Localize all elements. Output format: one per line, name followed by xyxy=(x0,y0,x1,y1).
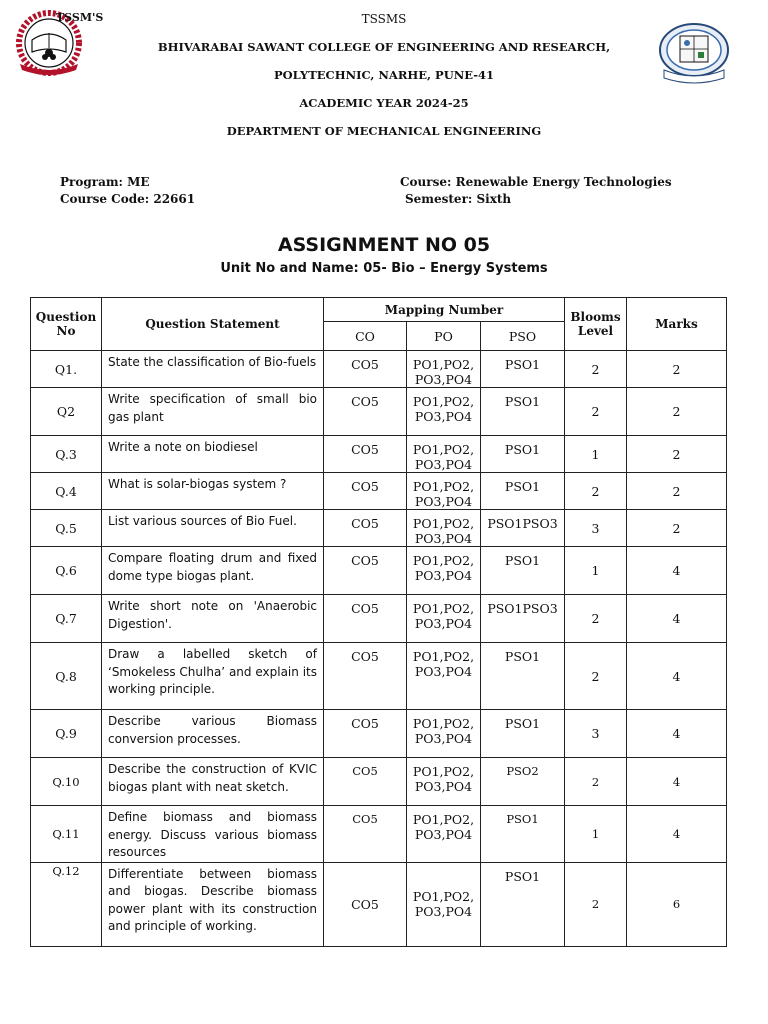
table-row xyxy=(31,643,727,710)
pso-value: PSO1 xyxy=(481,862,565,946)
marks-value: 4 xyxy=(627,806,727,863)
po-value: PO1,PO2, PO3,PO4 xyxy=(407,758,481,806)
blooms-level: 2 xyxy=(565,473,627,510)
table-row xyxy=(31,436,727,473)
blooms-level: 3 xyxy=(565,510,627,547)
question-statement: Write specification of small bio gas plant xyxy=(102,388,324,436)
table-row xyxy=(31,351,727,388)
table-row xyxy=(31,473,727,510)
po-value: PO1,PO2, PO3,PO4 xyxy=(407,388,481,436)
marks-value: 6 xyxy=(627,862,727,946)
pso-value: PSO1PSO3 xyxy=(481,595,565,643)
co-value: CO5 xyxy=(324,595,407,643)
po-value: PO1,PO2, PO3,PO4 xyxy=(407,595,481,643)
question-statement: Draw a labelled sketch of ‘Smokeless Chulha’ and explain its working principle. xyxy=(102,643,324,710)
co-value: CO5 xyxy=(324,388,407,436)
blooms-level: 2 xyxy=(565,758,627,806)
header-blooms: Blooms Level xyxy=(565,298,627,351)
academic-year: ACADEMIC YEAR 2024-25 xyxy=(299,96,469,110)
table-row xyxy=(31,595,727,643)
pso-value: PSO1 xyxy=(481,806,565,863)
pso-value: PSO1 xyxy=(481,710,565,758)
pso-value: PSO1 xyxy=(481,436,565,473)
question-statement: State the classification of Bio-fuels xyxy=(102,351,324,388)
course-code: Course Code: 22661 xyxy=(60,192,196,206)
po-value: PO1,PO2, PO3,PO4 xyxy=(407,710,481,758)
co-value: CO5 xyxy=(324,758,407,806)
question-statement: What is solar-biogas system ? xyxy=(102,473,324,510)
blooms-level: 2 xyxy=(565,595,627,643)
co-value: CO5 xyxy=(324,351,407,388)
course-info xyxy=(400,174,672,208)
po-value: PO1,PO2, PO3,PO4 xyxy=(407,547,481,595)
question-statement: List various sources of Bio Fuel. xyxy=(102,510,324,547)
po-value: PO1,PO2, PO3,PO4 xyxy=(407,436,481,473)
table-row xyxy=(31,862,727,946)
unit-name: Unit No and Name: 05- Bio – Energy Systems xyxy=(220,261,548,276)
college-name: BHIVARABAI SAWANT COLLEGE OF ENGINEERING AND RESEARCH, xyxy=(157,40,611,54)
marks-value: 2 xyxy=(627,510,727,547)
po-value: PO1,PO2, PO3,PO4 xyxy=(407,862,481,946)
question-statement: Differentiate between biomass and biogas. Describe biomass power plant with its construction and principle of working. xyxy=(102,862,324,946)
question-statement: Define biomass and biomass energy. Discuss various biomass resources xyxy=(102,806,324,863)
table-row xyxy=(31,806,727,863)
table-row xyxy=(31,758,727,806)
marks-value: 2 xyxy=(627,388,727,436)
logo-left-label: TSSM'S xyxy=(56,11,104,24)
table-row xyxy=(31,510,727,547)
question-number: Q.12 xyxy=(31,862,102,946)
program-info xyxy=(60,174,195,208)
pso-value: PSO1 xyxy=(481,473,565,510)
co-value: CO5 xyxy=(324,710,407,758)
po-value: PO1,PO2, PO3,PO4 xyxy=(407,643,481,710)
co-value: CO5 xyxy=(324,473,407,510)
co-value: CO5 xyxy=(324,862,407,946)
table-row xyxy=(31,547,727,595)
po-value: PO1,PO2, PO3,PO4 xyxy=(407,806,481,863)
header-co: CO xyxy=(324,322,407,351)
question-number: Q.7 xyxy=(31,595,102,643)
question-number: Q.3 xyxy=(31,436,102,473)
table-body xyxy=(31,351,727,947)
table-row xyxy=(31,388,727,436)
header-question-no: Question No xyxy=(31,298,102,351)
question-number: Q2 xyxy=(31,388,102,436)
blooms-level: 2 xyxy=(565,351,627,388)
org-name: TSSMS xyxy=(361,12,407,26)
pso-value: PSO1 xyxy=(481,643,565,710)
pso-value: PSO2 xyxy=(481,758,565,806)
po-value: PO1,PO2, PO3,PO4 xyxy=(407,510,481,547)
pso-value: PSO1PSO3 xyxy=(481,510,565,547)
marks-value: 2 xyxy=(627,351,727,388)
blooms-level: 1 xyxy=(565,547,627,595)
table-header-row xyxy=(31,298,727,322)
question-number: Q1. xyxy=(31,351,102,388)
question-number: Q.8 xyxy=(31,643,102,710)
question-number: Q.10 xyxy=(31,758,102,806)
marks-value: 4 xyxy=(627,643,727,710)
table-row xyxy=(31,710,727,758)
co-value: CO5 xyxy=(324,436,407,473)
pso-value: PSO1 xyxy=(481,547,565,595)
blooms-level: 2 xyxy=(565,388,627,436)
question-number: Q.9 xyxy=(31,710,102,758)
blooms-level: 1 xyxy=(565,806,627,863)
marks-value: 4 xyxy=(627,595,727,643)
question-number: Q.11 xyxy=(31,806,102,863)
pso-value: PSO1 xyxy=(481,388,565,436)
header-pso: PSO xyxy=(481,322,565,351)
po-value: PO1,PO2, PO3,PO4 xyxy=(407,473,481,510)
header-po: PO xyxy=(407,322,481,351)
question-statement: Compare floating drum and fixed dome type biogas plant. xyxy=(102,547,324,595)
question-number: Q.5 xyxy=(31,510,102,547)
blooms-level: 2 xyxy=(565,862,627,946)
question-number: Q.6 xyxy=(31,547,102,595)
header-statement: Question Statement xyxy=(102,298,324,351)
marks-value: 4 xyxy=(627,758,727,806)
co-value: CO5 xyxy=(324,643,407,710)
assignment-title: ASSIGNMENT NO 05 xyxy=(277,234,491,256)
marks-value: 4 xyxy=(627,547,727,595)
college-location: POLYTECHNIC, NARHE, PUNE-41 xyxy=(274,68,494,82)
question-statement: Write a note on biodiesel xyxy=(102,436,324,473)
header-mapping: Mapping Number xyxy=(324,298,565,322)
question-statement: Describe the construction of KVIC biogas plant with neat sketch. xyxy=(102,758,324,806)
question-statement: Describe various Biomass conversion processes. xyxy=(102,710,324,758)
co-value: CO5 xyxy=(324,547,407,595)
question-table xyxy=(30,297,727,947)
po-value: PO1,PO2, PO3,PO4 xyxy=(407,351,481,388)
semester: Semester: Sixth xyxy=(405,192,512,206)
co-value: CO5 xyxy=(324,510,407,547)
marks-value: 4 xyxy=(627,710,727,758)
pso-value: PSO1 xyxy=(481,351,565,388)
question-statement: Write short note on 'Anaerobic Digestion'. xyxy=(102,595,324,643)
co-value: CO5 xyxy=(324,806,407,863)
course-name: Course: Renewable Energy Technologies xyxy=(400,175,672,189)
blooms-level: 3 xyxy=(565,710,627,758)
marks-value: 2 xyxy=(627,473,727,510)
marks-value: 2 xyxy=(627,436,727,473)
department-name: DEPARTMENT OF MECHANICAL ENGINEERING xyxy=(226,124,542,138)
blooms-level: 1 xyxy=(565,436,627,473)
blooms-level: 2 xyxy=(565,643,627,710)
question-number: Q.4 xyxy=(31,473,102,510)
header-marks: Marks xyxy=(627,298,727,351)
program: Program: ME xyxy=(60,175,150,189)
